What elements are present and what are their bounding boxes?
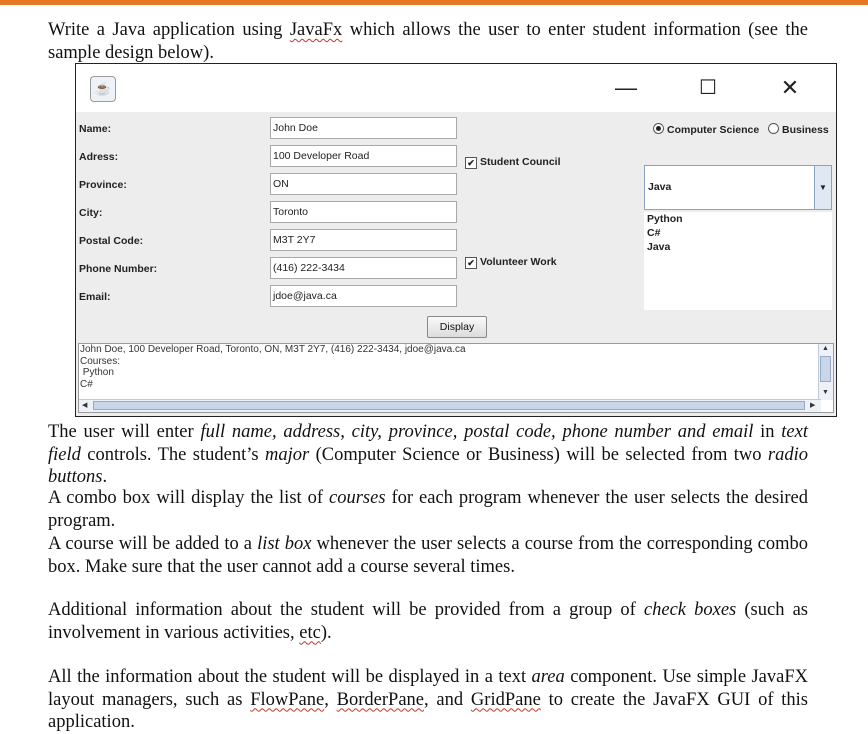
phone-number-field[interactable]: (416) 222-3434: [270, 257, 457, 279]
display-button[interactable]: Display: [427, 316, 487, 338]
checkmark-icon: ✔: [465, 257, 477, 269]
horizontal-scroll-thumb[interactable]: [93, 401, 805, 410]
list-item[interactable]: Python: [647, 213, 683, 225]
vertical-scroll-thumb[interactable]: [820, 356, 831, 382]
postal-code-label: Postal Code:: [79, 235, 144, 247]
intro-paragraph: Write a Java application using JavaFx which allows the user to enter student information (see the sample design below).: [48, 20, 808, 63]
output-text-area[interactable]: [78, 343, 834, 413]
scroll-right-icon[interactable]: ▶: [810, 402, 816, 409]
text-area-line: Python: [80, 367, 114, 378]
email-label: Email:: [79, 291, 111, 303]
sample-window-screenshot: [75, 63, 837, 417]
address-field[interactable]: 100 Developer Road: [270, 145, 457, 167]
minimize-button[interactable]: —: [615, 75, 637, 100]
scroll-up-icon[interactable]: ▲: [822, 345, 829, 352]
province-field[interactable]: ON: [270, 173, 457, 195]
list-item[interactable]: C#: [647, 227, 661, 239]
checkmark-icon: ✔: [465, 157, 477, 169]
paragraph-check-boxes: Additional information about the student will be provided from a group of check boxes (such as involvement in various activities, etc).: [48, 600, 809, 643]
name-label: Name:: [79, 123, 112, 135]
window-titlebar: [76, 64, 836, 112]
paragraph-combo-box: A combo box will display the list of courses for each program whenever the user selects the desired program.: [48, 488, 808, 531]
text-area-line: John Doe, 100 Developer Road, Toronto, ON, M3T 2Y7, (416) 222-3434, jdoe@java.ca: [80, 344, 466, 355]
course-combo-box[interactable]: Java ▼: [644, 165, 832, 210]
computer-science-radio[interactable]: Computer Science: [653, 123, 759, 136]
address-label: Adress:: [79, 151, 119, 163]
student-council-checkbox[interactable]: ✔ Student Council: [465, 156, 561, 169]
radio-selected-icon: [653, 123, 664, 134]
phone-number-label: Phone Number:: [79, 263, 158, 275]
paragraph-list-box: A course will be added to a list box whenever the user selects a course from the corresponding combo box. Make sure that the user cannot add a course several times.: [48, 534, 808, 577]
java-icon: ☕: [90, 76, 116, 102]
list-item[interactable]: Java: [647, 241, 671, 253]
vertical-scrollbar[interactable]: [818, 344, 833, 400]
name-field[interactable]: John Doe: [270, 117, 457, 139]
province-label: Province:: [79, 179, 127, 191]
postal-code-field[interactable]: M3T 2Y7: [270, 229, 457, 251]
text-area-line: Courses:: [80, 355, 121, 367]
business-radio[interactable]: Business: [768, 123, 829, 136]
scroll-left-icon[interactable]: ◀: [82, 402, 88, 409]
document-top-border: [0, 0, 868, 5]
paragraph-text-area: All the information about the student will be displayed in a text area component. Use simple JavaFX layout managers, such as FlowPane, BorderPane, and GridPane to create the JavaFX GUI of this application.: [48, 667, 808, 732]
text-area-line: C#: [80, 378, 93, 390]
radio-empty-icon: [768, 123, 779, 134]
scroll-down-icon[interactable]: ▼: [822, 389, 829, 396]
city-field[interactable]: Toronto: [270, 201, 457, 223]
dropdown-arrow-icon[interactable]: ▼: [814, 166, 831, 209]
course-list-box[interactable]: [644, 212, 832, 310]
paragraph-text-fields: The user will enter full name, address, city, province, postal code, phone number and email in text field controls. The student’s major (Computer Science or Business) will be selected from two radio buttons.: [48, 422, 809, 487]
close-button[interactable]: ✕: [780, 75, 800, 100]
volunteer-work-checkbox[interactable]: ✔ Volunteer Work: [465, 256, 557, 269]
email-field[interactable]: jdoe@java.ca: [270, 285, 457, 307]
horizontal-scrollbar[interactable]: [79, 399, 821, 412]
city-label: City:: [79, 207, 103, 219]
maximize-button[interactable]: ☐: [699, 77, 717, 99]
